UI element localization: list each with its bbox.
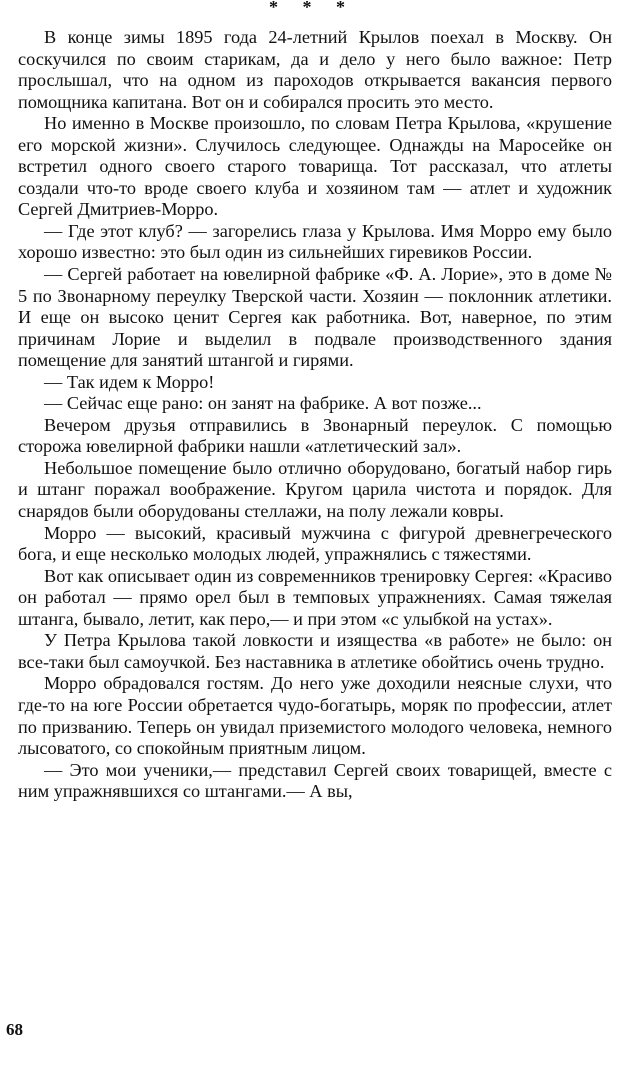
paragraph: — Сейчас еще рано: он занят на фабрике. А вот позже... xyxy=(44,393,482,414)
paragraph: Небольшое помещение было отлично оборудовано, богатый набор гирь и штанг поражал воображение. Кругом царила чистота и порядок. Для снарядов были оборудованы стеллажи, на полу лежали ковры. xyxy=(18,457,612,522)
paragraph: — Сергей работает на ювелирной фабрике «Ф. А. Лорие», это в доме № 5 по Звонарному переулку Тверской части. Хозяин — поклонник атлетики. И еще он высоко ценит Сергея как работника. Вот, наверное, по этим причинам Лорие и выделил в подвале производственного здания помещение для занятий штангой и гирями. xyxy=(18,264,612,371)
paragraph: Морро — высокий, красивый мужчина с фигурой древнегреческого бога, и еще несколько молодых людей, упражнялись с тяжестями. xyxy=(18,522,612,565)
paragraph: В конце зимы 1895 года 24-летний Крылов поехал в Москву. Он соскучился по своим старикам, да и дело у него было важное: Петр прослышал, что на одном из пароходов открывается вакансия первого помощника капитана. Вот он и собирался просить это место. xyxy=(18,27,612,112)
paragraph: — Это мои ученики,— представил Сергей своих товарищей, вместе с ним упражнявшихся со штангами.— А вы, xyxy=(18,759,612,802)
page-number: 68 xyxy=(6,1020,23,1039)
body-text xyxy=(18,27,612,803)
section-divider: * * * xyxy=(269,0,355,17)
paragraph: У Петра Крылова такой ловкости и изящества «в работе» не было: он все-таки был самоучкой. Без наставника в атлетике обойтись очень трудно. xyxy=(18,630,612,672)
paragraph: Морро обрадовался гостям. До него уже доходили неясные слухи, что где-то на юге России обретается чудо-богатырь, моряк по профессии, атлет по призванию. Теперь он увидал приземистого молодого человека, немного лысоватого, со спокойным приятным лицом. xyxy=(18,673,612,759)
paragraph: Вечером друзья отправились в Звонарный переулок. С помощью сторожа ювелирной фабрики нашли «атлетический зал». xyxy=(18,414,612,457)
paragraph: — Где этот клуб? — загорелись глаза у Крылова. Имя Морро ему было хорошо известно: это был один из сильнейших гиревиков России. xyxy=(18,220,612,263)
paragraph: — Так идем к Морро! xyxy=(44,371,215,392)
paragraph: Вот как описывает один из современников тренировку Сергея: «Красиво он работал — прямо орел был в темповых упражнениях. Самая тяжелая штанга, бывало, летит, как перо,— и при этом «с улыбкой на устах». xyxy=(18,565,612,629)
paragraph: Но именно в Москве произошло, по словам Петра Крылова, «крушение его морской жизни». Случилось следующее. Однажды на Маросейке он встретил одного своего старого товарища. Тот рассказал, что атлеты создали что-то вроде своего клуба и хозяином там — атлет и художник Сергей Дмитриев-Морро. xyxy=(18,113,612,220)
